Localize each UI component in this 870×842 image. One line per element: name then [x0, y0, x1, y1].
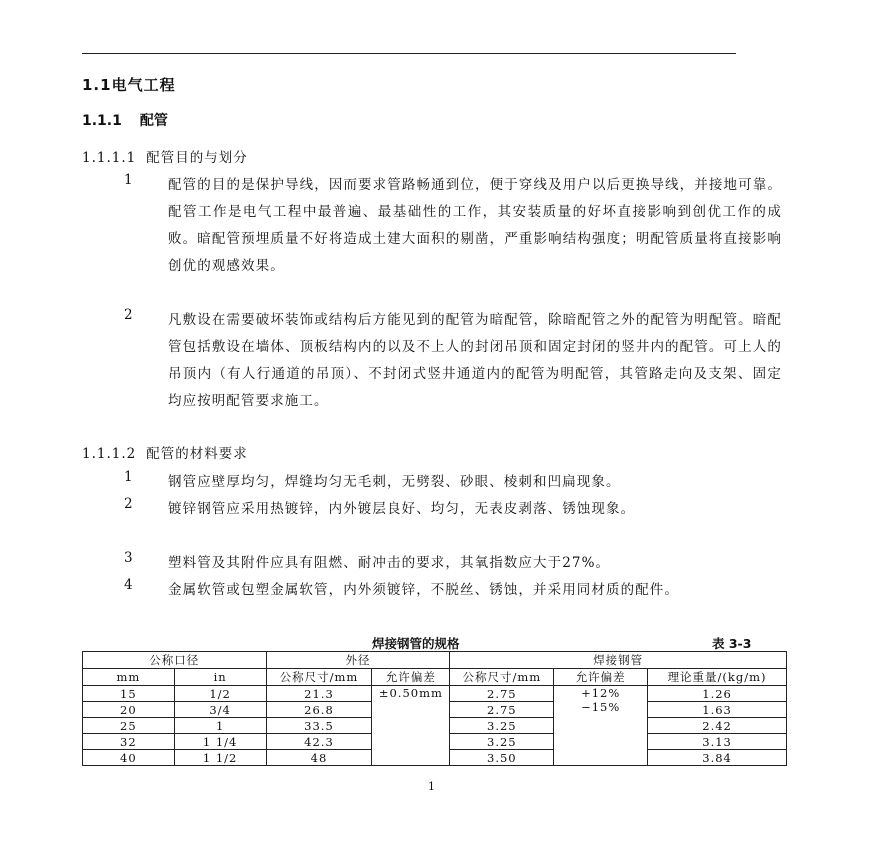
- table-group-header-row: [83, 652, 787, 669]
- steel-pipe-spec-table: [82, 651, 787, 766]
- cell-weight: 1.63: [648, 702, 787, 718]
- column-header: in: [174, 669, 266, 686]
- cell-weight: 3.84: [648, 750, 787, 766]
- column-header: 理论重量/(kg/m): [648, 669, 787, 686]
- cell-od: 48: [266, 750, 372, 766]
- section-title: 配管目的与划分: [146, 150, 248, 166]
- item-text: 凡敷设在需要破坏装饰或结构后方能见到的配管为暗配管，除暗配管之外的配管为明配管。暗配管包括敷设在墙体、顶板结构内的以及不上人的封闭吊顶和固定封闭的竖井内的配管。可上人的吊顶内（有人行通道的吊顶）、不封闭式竖井通道内的配管为明配管，其管路走向及支架、固定均应按明配管要求施工。: [168, 312, 782, 409]
- cell-mm: 20: [83, 702, 175, 718]
- cell-wall: 2.75: [450, 702, 554, 718]
- item-text: 塑料管及其附件应具有阻燃、耐冲击的要求，其氧指数应大于27%。: [168, 555, 611, 571]
- group-header-outer-diameter: 外径: [266, 652, 450, 669]
- cell-wall: 3.25: [450, 734, 554, 750]
- cell-weight: 3.13: [648, 734, 787, 750]
- cell-wall-tolerance: [554, 686, 648, 766]
- cell-wall: 3.50: [450, 750, 554, 766]
- group-header-nominal-bore: 公称口径: [83, 652, 267, 669]
- column-header: mm: [83, 669, 175, 686]
- cell-od-tolerance: ±0.50mm: [372, 686, 450, 766]
- cell-wall: 2.75: [450, 686, 554, 702]
- cell-mm: 25: [83, 718, 175, 734]
- heading-1: 1.1电气工程: [82, 76, 176, 94]
- cell-in: 1 1/4: [174, 734, 266, 750]
- heading-2: [82, 110, 168, 130]
- item-number: 1: [124, 172, 133, 188]
- cell-mm: 40: [83, 750, 175, 766]
- cell-od: 42.3: [266, 734, 372, 750]
- cell-od: 21.3: [266, 686, 372, 702]
- item-number: 2: [124, 496, 133, 512]
- column-header: 公称尺寸/mm: [266, 669, 372, 686]
- cell-in: 1/2: [174, 686, 266, 702]
- cell-weight: 2.42: [648, 718, 787, 734]
- item-text: 钢管应壁厚均匀，焊缝均匀无毛刺，无劈裂、砂眼、棱刺和凹扁现象。: [168, 474, 621, 490]
- table-label: 表 3-3: [712, 636, 752, 651]
- item-number: 2: [124, 307, 133, 323]
- section-heading-purpose: [82, 146, 248, 166]
- section-number: 1.1.1.2: [82, 446, 137, 462]
- column-header: 允许偏差: [554, 669, 648, 686]
- section-heading-materials: [82, 442, 248, 462]
- section-number: 1.1.1.1: [82, 150, 137, 166]
- cell-od: 33.5: [266, 718, 372, 734]
- section-title: 配管的材料要求: [146, 446, 248, 462]
- cell-wall: 3.25: [450, 718, 554, 734]
- table-header-row: [83, 669, 787, 686]
- heading-2-title: 配管: [139, 113, 168, 129]
- wall-tolerance-minus: −15%: [581, 700, 621, 714]
- column-header: 公称尺寸/mm: [450, 669, 554, 686]
- cell-weight: 1.26: [648, 686, 787, 702]
- group-header-welded-pipe: 焊接钢管: [450, 652, 787, 669]
- item-number: 4: [124, 577, 133, 593]
- table-title: 焊接钢管的规格: [372, 636, 460, 651]
- page-number: 1: [428, 780, 435, 793]
- item-number: 1: [124, 469, 133, 485]
- item-text: 配管的目的是保护导线，因而要求管路畅通到位，便于穿线及用户以后更换导线，并接地可靠。配管工作是电气工程中最普遍、最基础性的工作，其安装质量的好坏直接影响到创优工作的成败。暗配管预埋质量不好将造成土建大面积的剔凿，严重影响结构强度；明配管质量将直接影响创优的观感效果。: [168, 177, 782, 274]
- cell-in: 1: [174, 718, 266, 734]
- heading-2-number: 1.1.1: [82, 113, 122, 129]
- item-text: 镀锌钢管应采用热镀锌，内外镀层良好、均匀，无表皮剥落、锈蚀现象。: [168, 501, 636, 517]
- cell-od: 26.8: [266, 702, 372, 718]
- cell-in: 3/4: [174, 702, 266, 718]
- wall-tolerance-plus: +12%: [581, 686, 621, 700]
- cell-mm: 32: [83, 734, 175, 750]
- column-header: 允许偏差: [372, 669, 450, 686]
- item-text: 金属软管或包塑金属软管，内外须镀锌，不脱丝、锈蚀，并采用同材质的配件。: [168, 582, 679, 598]
- cell-in: 1 1/2: [174, 750, 266, 766]
- item-number: 3: [124, 550, 133, 566]
- cell-mm: 15: [83, 686, 175, 702]
- header-rule: [82, 53, 736, 54]
- table-row: [83, 686, 787, 702]
